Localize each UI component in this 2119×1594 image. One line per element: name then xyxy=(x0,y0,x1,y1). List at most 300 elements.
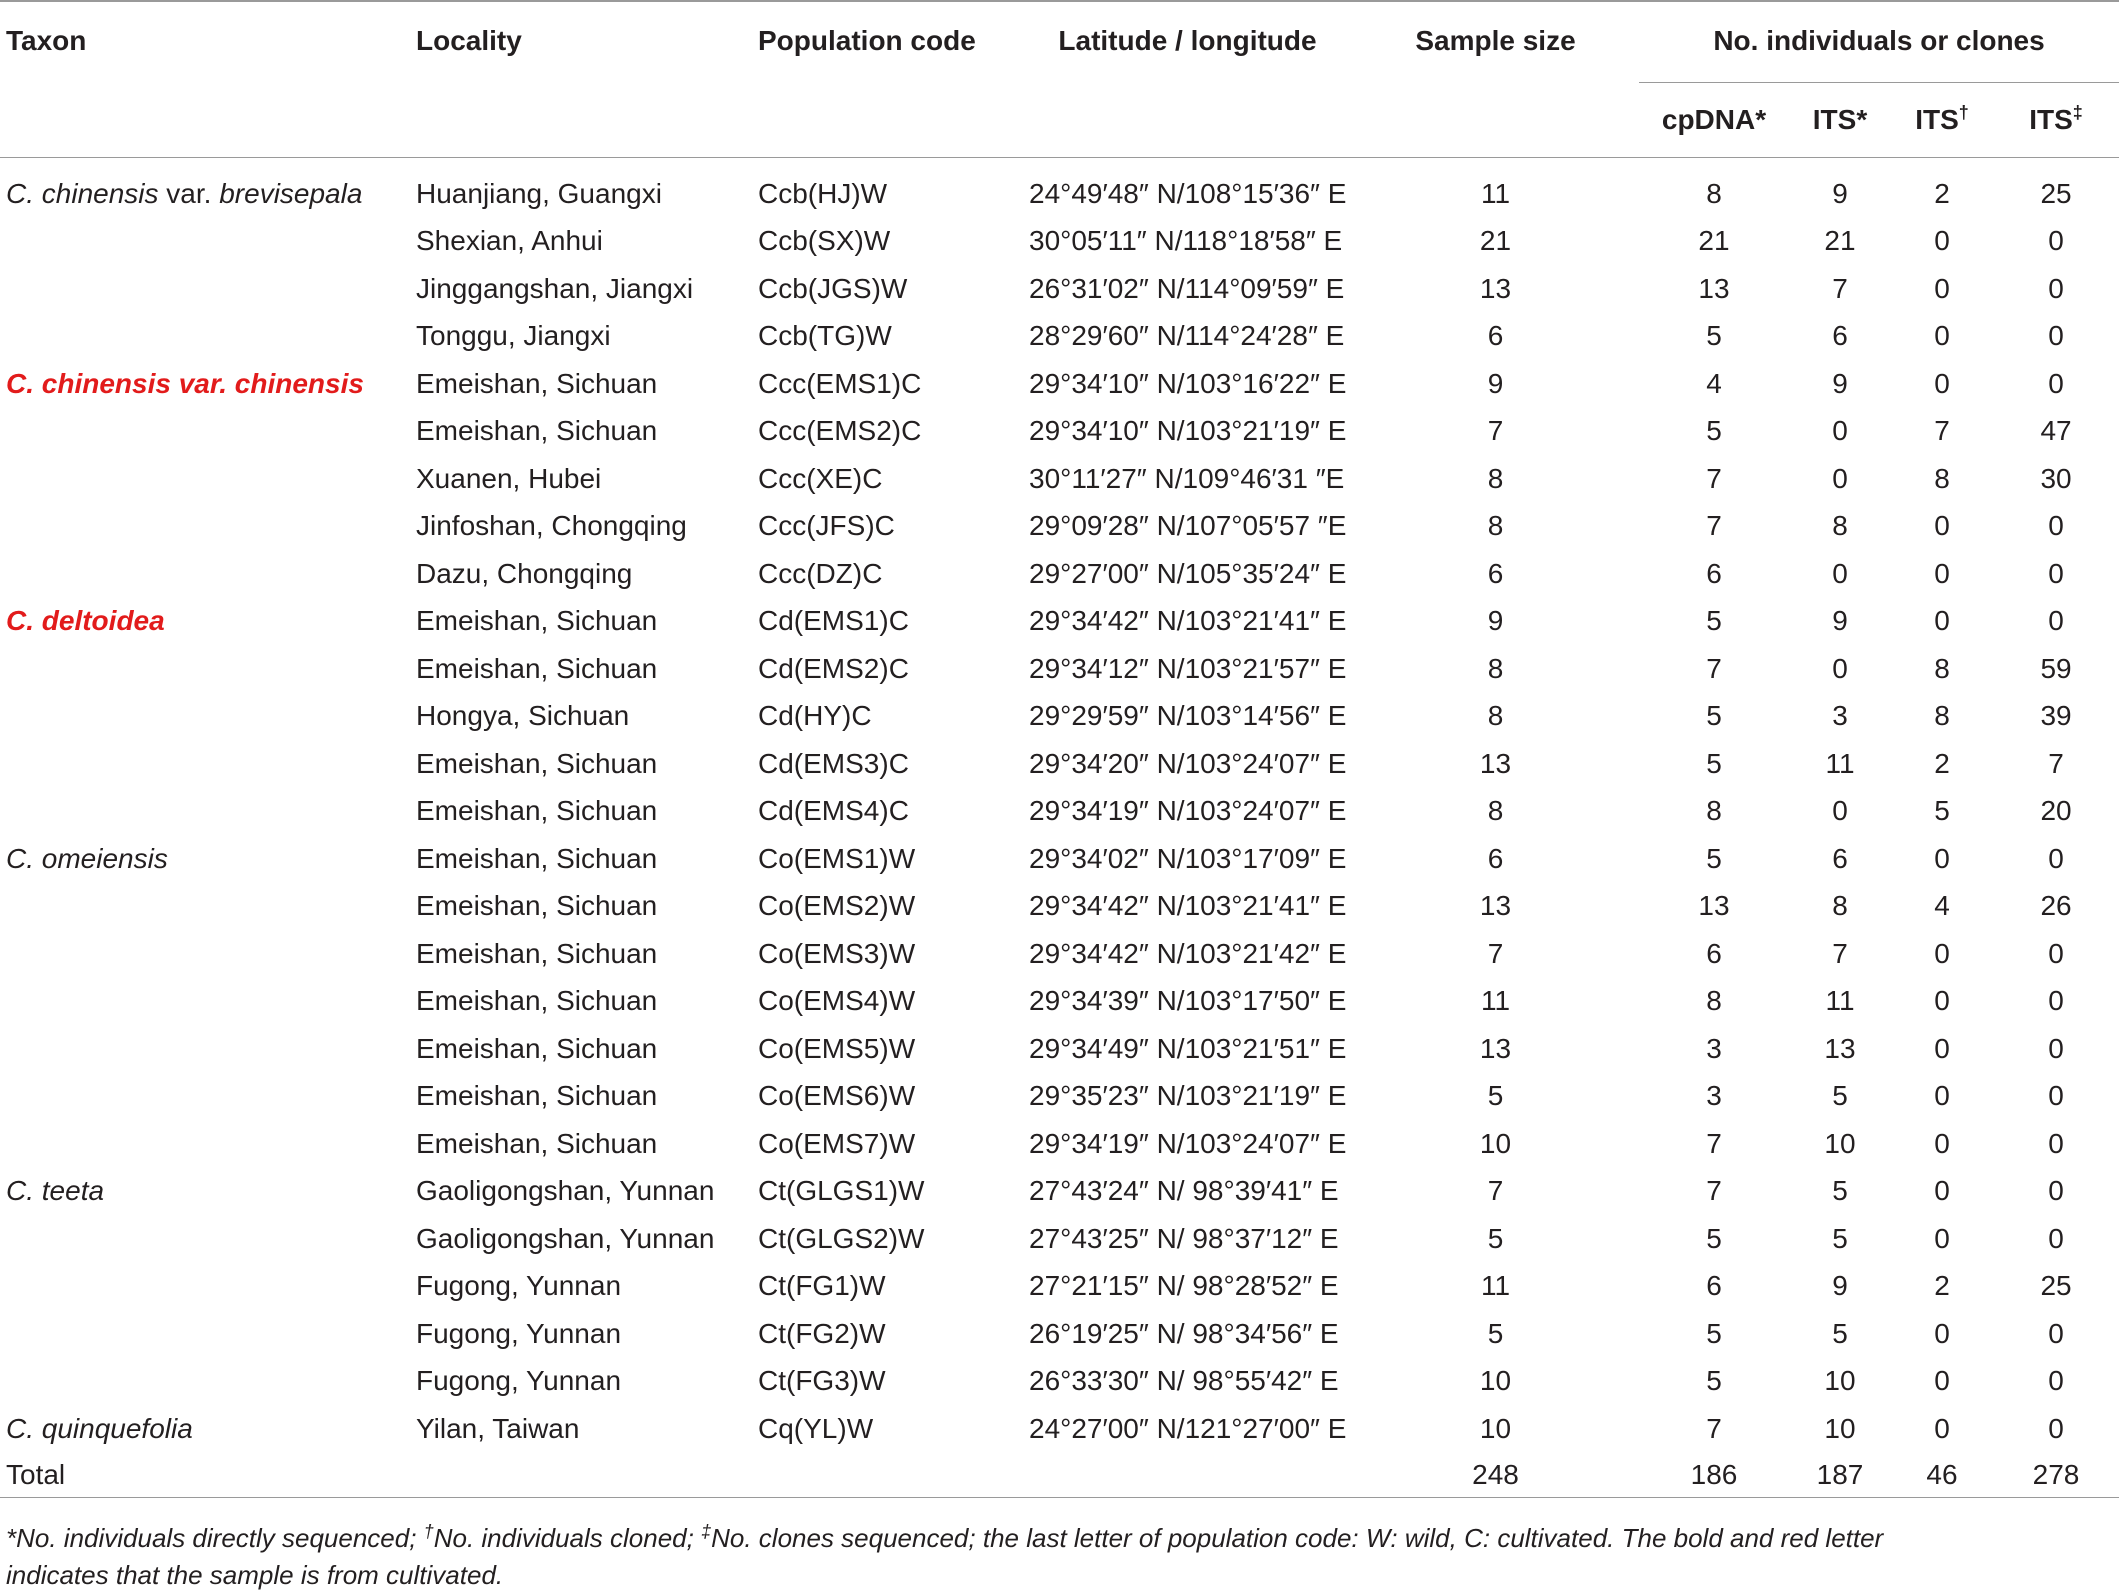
table-row xyxy=(0,360,2119,408)
cell-lat-long: 30°05′11″ N/118°18′58″ E xyxy=(1029,225,1343,257)
cell-locality: Gaoligongshan, Yunnan xyxy=(416,1222,715,1254)
cell-its-cloned: 0 xyxy=(1934,1412,1950,1444)
cell-population-code: Ccc(XE)C xyxy=(758,462,883,494)
cell-cpdna: 7 xyxy=(1706,1412,1722,1444)
header-cpdna-label: cpDNA xyxy=(1661,104,1756,135)
cell-its-clones: 0 xyxy=(2048,272,2064,304)
cell-sample-size: 7 xyxy=(1487,1175,1504,1207)
cell-sample-size: 8 xyxy=(1487,462,1504,494)
footnote xyxy=(6,1520,2106,1594)
table-body xyxy=(0,158,2119,1498)
cell-cpdna: 8 xyxy=(1706,177,1722,209)
header-locality: Locality xyxy=(416,25,522,57)
cell-cpdna: 5 xyxy=(1706,415,1722,447)
cell-taxon xyxy=(0,1073,408,1121)
table-row xyxy=(0,598,2119,646)
cell-its-clones: 0 xyxy=(2048,1365,2064,1397)
cell-taxon: C. chinensis var. chinensis xyxy=(6,367,364,399)
cell-lat-long: 27°21′15″ N/ 98°28′52″ E xyxy=(1029,1270,1339,1302)
table-row xyxy=(0,313,2119,361)
cell-lat-long: 29°34′42″ N/103°21′41″ E xyxy=(1029,890,1347,922)
cell-cpdna: 13 xyxy=(1698,890,1730,922)
cell-locality: Jinfoshan, Chongqing xyxy=(416,510,687,542)
cell-cpdna: 5 xyxy=(1706,1317,1722,1349)
table-row xyxy=(0,645,2119,693)
cell-lat-long: 28°29′60″ N/114°24′28″ E xyxy=(1029,320,1345,352)
cell-its-direct: 10 xyxy=(1824,1412,1856,1444)
table-row xyxy=(0,835,2119,883)
cell-locality: Fugong, Yunnan xyxy=(416,1270,622,1302)
cell-locality: Emeishan, Sichuan xyxy=(416,747,658,779)
cell-cpdna: 5 xyxy=(1706,842,1722,874)
cell-sample-size: 8 xyxy=(1487,700,1504,732)
cell-locality: Hongya, Sichuan xyxy=(416,700,630,732)
cell-its-clones: 0 xyxy=(2048,1032,2064,1064)
cell-lat-long: 29°34′12″ N/103°21′57″ E xyxy=(1029,652,1347,684)
cell-sample-size: 6 xyxy=(1487,320,1504,352)
cell-population-code: Co(EMS1)W xyxy=(758,842,916,874)
cell-its-cloned: 0 xyxy=(1934,985,1950,1017)
cell-its-clones: 0 xyxy=(2048,1080,2064,1112)
cell-sample-size: 8 xyxy=(1487,510,1504,542)
cell-cpdna: 5 xyxy=(1706,320,1722,352)
table-row xyxy=(0,218,2119,266)
cell-its-direct: 9 xyxy=(1832,177,1848,209)
taxon-rank: var. xyxy=(158,177,220,209)
table-row xyxy=(0,550,2119,598)
cell-cpdna: 5 xyxy=(1706,605,1722,637)
table-row xyxy=(0,930,2119,978)
cell-its-direct: 3 xyxy=(1832,700,1848,732)
cell-taxon xyxy=(0,1310,408,1358)
cell-lat-long: 29°34′39″ N/103°17′50″ E xyxy=(1029,985,1347,1017)
table-row xyxy=(0,408,2119,456)
cell-lat-long: 27°43′24″ N/ 98°39′41″ E xyxy=(1029,1175,1339,1207)
cell-taxon xyxy=(0,645,408,693)
cell-taxon xyxy=(0,503,408,551)
cell-its-clones: 0 xyxy=(2048,557,2064,589)
cell-its-clones: 0 xyxy=(2048,605,2064,637)
cell-cpdna: 3 xyxy=(1706,1080,1722,1112)
cell-locality: Gaoligongshan, Yunnan xyxy=(416,1175,715,1207)
cell-population-code: Ct(FG2)W xyxy=(758,1317,886,1349)
cell-locality: Emeishan, Sichuan xyxy=(416,367,658,399)
cell-its-direct: 6 xyxy=(1832,842,1848,874)
cell-its-cloned: 0 xyxy=(1934,1222,1950,1254)
cell-empty xyxy=(408,1453,750,1498)
header-sample-size: Sample size xyxy=(1415,25,1576,57)
cell-cpdna: 8 xyxy=(1706,985,1722,1017)
cell-its-direct: 7 xyxy=(1832,937,1848,969)
cell-locality: Emeishan, Sichuan xyxy=(416,985,658,1017)
cell-locality: Emeishan, Sichuan xyxy=(416,1127,658,1159)
cell-locality: Xuanen, Hubei xyxy=(416,462,602,494)
cell-its-direct: 5 xyxy=(1832,1080,1848,1112)
cell-cpdna: 7 xyxy=(1706,1175,1722,1207)
cell-cpdna: 5 xyxy=(1706,747,1722,779)
cell-taxon xyxy=(0,693,408,741)
cell-its-direct: 11 xyxy=(1825,747,1855,779)
cell-sample-size: 13 xyxy=(1479,747,1512,779)
cell-sample-size: 5 xyxy=(1487,1222,1504,1254)
cell-its-cloned: 0 xyxy=(1934,937,1950,969)
cell-locality: Emeishan, Sichuan xyxy=(416,890,658,922)
cell-cpdna: 4 xyxy=(1706,367,1722,399)
cell-its-direct: 0 xyxy=(1832,557,1848,589)
cell-its-direct: 5 xyxy=(1832,1317,1848,1349)
footnote-text-a: *No. individuals directly sequenced; xyxy=(6,1523,424,1553)
cell-locality: Fugong, Yunnan xyxy=(416,1365,622,1397)
cell-taxon xyxy=(0,788,408,836)
taxon-genus-species: C. chinensis xyxy=(6,177,159,209)
cell-its-cloned: 7 xyxy=(1934,415,1950,447)
table-row xyxy=(0,1310,2119,1358)
cell-taxon xyxy=(0,930,408,978)
cell-lat-long: 24°27′00″ N/121°27′00″ E xyxy=(1029,1412,1347,1444)
cell-taxon xyxy=(0,740,408,788)
cell-lat-long: 24°49′48″ N/108°15′36″ E xyxy=(1029,177,1347,209)
cell-lat-long: 29°34′10″ N/103°16′22″ E xyxy=(1029,367,1347,399)
cell-locality: Shexian, Anhui xyxy=(416,225,603,257)
cell-locality: Emeishan, Sichuan xyxy=(416,1080,658,1112)
cell-its-direct: 10 xyxy=(1824,1127,1856,1159)
cell-taxon xyxy=(0,455,408,503)
cell-its-clones: 7 xyxy=(2048,747,2064,779)
cell-its-cloned: 4 xyxy=(1934,890,1950,922)
cell-population-code: Cd(EMS4)C xyxy=(758,795,909,827)
cell-sample-size: 6 xyxy=(1487,557,1504,589)
cell-taxon: C. omeiensis xyxy=(6,842,168,874)
cell-taxon: C. teeta xyxy=(6,1175,105,1207)
cell-locality: Yilan, Taiwan xyxy=(416,1412,580,1444)
cell-population-code: Ccc(JFS)C xyxy=(758,510,895,542)
cell-lat-long: 29°34′42″ N/103°21′41″ E xyxy=(1029,605,1347,637)
cell-its-direct: 21 xyxy=(1824,225,1856,257)
cell-population-code: Ct(GLGS2)W xyxy=(758,1222,925,1254)
cell-its-direct: 9 xyxy=(1832,605,1848,637)
cell-taxon xyxy=(0,408,408,456)
cell-its-cloned: 8 xyxy=(1934,462,1950,494)
cell-locality: Emeishan, Sichuan xyxy=(416,652,658,684)
table-row xyxy=(0,1168,2119,1216)
cell-population-code: Cq(YL)W xyxy=(758,1412,874,1444)
cell-taxon xyxy=(0,1120,408,1168)
cell-population-code: Co(EMS3)W xyxy=(758,937,916,969)
table-row xyxy=(0,1405,2119,1453)
cell-sample-size: 13 xyxy=(1479,272,1512,304)
cell-taxon xyxy=(0,978,408,1026)
header-group: No. individuals or clones xyxy=(1639,0,2119,83)
cell-lat-long: 29°34′42″ N/103°21′42″ E xyxy=(1029,937,1347,969)
cell-lat-long: 29°09′28″ N/107°05′57 ″E xyxy=(1029,510,1347,542)
cell-cpdna: 13 xyxy=(1698,272,1730,304)
cell-its-cloned: 0 xyxy=(1934,1032,1950,1064)
cell-its-cloned: 0 xyxy=(1934,272,1950,304)
footnote-ddagger: ‡ xyxy=(701,1521,712,1542)
header-spacer xyxy=(0,83,408,158)
header-its-direct-label: ITS xyxy=(1812,104,1857,135)
cell-its-clones: 0 xyxy=(2048,1127,2064,1159)
header-taxon: Taxon xyxy=(6,25,87,57)
cell-population-code: Co(EMS5)W xyxy=(758,1032,916,1064)
cell-its-cloned: 5 xyxy=(1934,795,1950,827)
cell-taxon: C. quinquefolia xyxy=(6,1412,193,1444)
footnote-text-b: No. individuals cloned; xyxy=(433,1523,702,1553)
cell-its-clones: 25 xyxy=(2040,1270,2072,1302)
cell-sample-size: 11 xyxy=(1480,1270,1511,1302)
cell-sample-size: 21 xyxy=(1479,225,1512,257)
table-row xyxy=(0,1215,2119,1263)
cell-population-code: Cd(EMS3)C xyxy=(758,747,909,779)
header-spacer xyxy=(1352,83,1639,158)
cell-its-cloned: 0 xyxy=(1934,842,1950,874)
cell-locality: Tonggu, Jiangxi xyxy=(416,320,611,352)
header-cpdna xyxy=(1639,83,1789,158)
cell-its-cloned: 8 xyxy=(1934,700,1950,732)
cell-its-clones: 0 xyxy=(2048,510,2064,542)
cell-its-clones: 0 xyxy=(2048,1222,2064,1254)
cell-cpdna: 8 xyxy=(1706,795,1722,827)
cell-cpdna: 5 xyxy=(1706,1222,1722,1254)
cell-its-clones: 47 xyxy=(2040,415,2072,447)
cell-taxon xyxy=(0,550,408,598)
cell-its-direct: 5 xyxy=(1832,1222,1848,1254)
cell-locality: Jinggangshan, Jiangxi xyxy=(416,272,694,304)
cell-population-code: Co(EMS2)W xyxy=(758,890,916,922)
header-its-cloned-label: ITS xyxy=(1915,104,1959,135)
cell-lat-long: 29°34′02″ N/103°17′09″ E xyxy=(1029,842,1347,874)
cell-locality: Emeishan, Sichuan xyxy=(416,937,658,969)
cell-taxon xyxy=(0,218,408,266)
cell-its-clones: 0 xyxy=(2048,1412,2064,1444)
cell-total-its-cloned: 46 xyxy=(1891,1453,1993,1498)
table-row xyxy=(0,1073,2119,1121)
table-row xyxy=(0,693,2119,741)
cell-population-code: Cd(HY)C xyxy=(758,700,872,732)
cell-locality: Fugong, Yunnan xyxy=(416,1317,622,1349)
cell-taxon xyxy=(0,313,408,361)
cell-total-label: Total xyxy=(0,1453,408,1498)
cell-taxon xyxy=(0,158,408,218)
cell-population-code: Co(EMS7)W xyxy=(758,1127,916,1159)
cell-its-clones: 0 xyxy=(2048,937,2064,969)
cell-its-clones: 0 xyxy=(2048,1175,2064,1207)
cell-sample-size: 5 xyxy=(1487,1080,1504,1112)
footnote-dagger: † xyxy=(423,1521,434,1542)
cell-population-code: Ccc(DZ)C xyxy=(758,557,883,589)
cell-sample-size: 8 xyxy=(1487,652,1504,684)
cell-its-direct: 11 xyxy=(1825,985,1855,1017)
cell-lat-long: 30°11′27″ N/109°46′31 ″E xyxy=(1029,462,1345,494)
footnote-line-1 xyxy=(6,1520,2106,1557)
cell-lat-long: 29°27′00″ N/105°35′24″ E xyxy=(1029,557,1347,589)
cell-lat-long: 29°34′49″ N/103°21′51″ E xyxy=(1029,1032,1347,1064)
cell-its-cloned: 0 xyxy=(1934,320,1950,352)
header-its-direct xyxy=(1789,83,1891,158)
cell-lat-long: 29°29′59″ N/103°14′56″ E xyxy=(1029,700,1347,732)
table-row xyxy=(0,503,2119,551)
cell-population-code: Ccc(EMS1)C xyxy=(758,367,922,399)
cell-population-code: Ccb(JGS)W xyxy=(758,272,908,304)
cell-population-code: Ct(FG3)W xyxy=(758,1365,886,1397)
cell-its-direct: 5 xyxy=(1832,1175,1848,1207)
cell-its-direct: 9 xyxy=(1832,1270,1848,1302)
cell-locality: Emeishan, Sichuan xyxy=(416,795,658,827)
cell-sample-size: 10 xyxy=(1479,1365,1512,1397)
cell-empty xyxy=(750,1453,1023,1498)
cell-its-direct: 7 xyxy=(1832,272,1848,304)
cell-sample-size: 7 xyxy=(1487,937,1504,969)
cell-its-cloned: 0 xyxy=(1934,605,1950,637)
table-row xyxy=(0,788,2119,836)
cell-lat-long: 26°33′30″ N/ 98°55′42″ E xyxy=(1029,1365,1339,1397)
cell-lat-long: 26°19′25″ N/ 98°34′56″ E xyxy=(1029,1317,1339,1349)
cell-its-direct: 0 xyxy=(1832,795,1848,827)
cell-sample-size: 6 xyxy=(1487,842,1504,874)
header-its-clones-label: ITS xyxy=(2029,104,2073,135)
cell-its-direct: 8 xyxy=(1832,890,1848,922)
cell-lat-long: 29°34′10″ N/103°21′19″ E xyxy=(1029,415,1347,447)
cell-cpdna: 7 xyxy=(1706,510,1722,542)
header-spacer xyxy=(1023,83,1352,158)
cell-sample-size: 13 xyxy=(1479,1032,1512,1064)
cell-sample-size: 11 xyxy=(1480,177,1511,209)
footnote-text-c: No. clones sequenced; the last letter of population code: W: wild, C: cultivated. The bold and red letter xyxy=(711,1523,1884,1553)
header-its-cloned-mark: † xyxy=(1958,102,1969,123)
cell-sample-size: 10 xyxy=(1479,1412,1512,1444)
cell-its-clones: 0 xyxy=(2048,225,2064,257)
cell-taxon xyxy=(0,1358,408,1406)
total-row xyxy=(0,1453,2119,1498)
cell-total-sample-size: 248 xyxy=(1352,1453,1639,1498)
header-spacer xyxy=(750,83,1023,158)
cell-sample-size: 8 xyxy=(1487,795,1504,827)
cell-its-clones: 30 xyxy=(2040,462,2072,494)
cell-its-clones: 59 xyxy=(2040,652,2072,684)
cell-its-direct: 0 xyxy=(1832,652,1848,684)
cell-its-clones: 26 xyxy=(2040,890,2072,922)
header-population-code: Population code xyxy=(758,25,976,57)
cell-sample-size: 9 xyxy=(1487,367,1504,399)
cell-population-code: Ccb(TG)W xyxy=(758,320,892,352)
cell-its-cloned: 0 xyxy=(1934,225,1950,257)
cell-its-cloned: 2 xyxy=(1934,747,1950,779)
cell-its-direct: 6 xyxy=(1832,320,1848,352)
header-lat-long: Latitude / longitude xyxy=(1058,25,1317,57)
cell-sample-size: 11 xyxy=(1480,985,1511,1017)
cell-its-direct: 0 xyxy=(1832,462,1848,494)
cell-lat-long: 29°34′19″ N/103°24′07″ E xyxy=(1029,1127,1347,1159)
cell-sample-size: 13 xyxy=(1479,890,1512,922)
cell-locality: Dazu, Chongqing xyxy=(416,557,633,589)
cell-sample-size: 7 xyxy=(1487,415,1504,447)
cell-cpdna: 7 xyxy=(1706,652,1722,684)
cell-its-clones: 0 xyxy=(2048,985,2064,1017)
cell-sample-size: 5 xyxy=(1487,1317,1504,1349)
cell-empty xyxy=(1023,1453,1352,1498)
table-row xyxy=(0,883,2119,931)
cell-population-code: Ccb(HJ)W xyxy=(758,177,888,209)
table-row xyxy=(0,265,2119,313)
cell-its-direct: 9 xyxy=(1832,367,1848,399)
cell-its-clones: 0 xyxy=(2048,367,2064,399)
cell-taxon xyxy=(0,265,408,313)
cell-lat-long: 26°31′02″ N/114°09′59″ E xyxy=(1029,272,1345,304)
cell-its-cloned: 0 xyxy=(1934,557,1950,589)
cell-population-code: Cd(EMS1)C xyxy=(758,605,909,637)
cell-locality: Emeishan, Sichuan xyxy=(416,415,658,447)
cell-total-its-direct: 187 xyxy=(1789,1453,1891,1498)
table-row xyxy=(0,740,2119,788)
cell-population-code: Co(EMS4)W xyxy=(758,985,916,1017)
table-row xyxy=(0,158,2119,218)
cell-its-cloned: 0 xyxy=(1934,1127,1950,1159)
header-its-clones xyxy=(1993,83,2119,158)
cell-its-clones: 39 xyxy=(2040,700,2072,732)
cell-lat-long: 29°34′19″ N/103°24′07″ E xyxy=(1029,795,1347,827)
cell-lat-long: 27°43′25″ N/ 98°37′12″ E xyxy=(1029,1222,1339,1254)
cell-cpdna: 6 xyxy=(1706,1270,1722,1302)
cell-its-cloned: 8 xyxy=(1934,652,1950,684)
cell-cpdna: 7 xyxy=(1706,462,1722,494)
table-row xyxy=(0,1025,2119,1073)
cell-cpdna: 7 xyxy=(1706,1127,1722,1159)
cell-cpdna: 5 xyxy=(1706,700,1722,732)
cell-locality: Emeishan, Sichuan xyxy=(416,605,658,637)
cell-cpdna: 6 xyxy=(1706,937,1722,969)
cell-taxon xyxy=(0,1025,408,1073)
cell-locality: Emeishan, Sichuan xyxy=(416,842,658,874)
cell-locality: Emeishan, Sichuan xyxy=(416,1032,658,1064)
cell-its-cloned: 0 xyxy=(1934,1317,1950,1349)
header-its-clones-mark: ‡ xyxy=(2072,102,2083,123)
cell-lat-long: 29°34′20″ N/103°24′07″ E xyxy=(1029,747,1347,779)
cell-total-its-clones: 278 xyxy=(1993,1453,2119,1498)
cell-its-cloned: 2 xyxy=(1934,177,1950,209)
cell-its-clones: 20 xyxy=(2040,795,2072,827)
cell-its-clones: 0 xyxy=(2048,320,2064,352)
cell-locality: Huanjiang, Guangxi xyxy=(416,177,662,209)
table-row xyxy=(0,978,2119,1026)
cell-its-clones: 0 xyxy=(2048,842,2064,874)
taxon-variety: brevisepala xyxy=(219,177,363,209)
cell-lat-long: 29°35′23″ N/103°21′19″ E xyxy=(1029,1080,1347,1112)
cell-taxon: C. deltoidea xyxy=(6,605,165,637)
table-row xyxy=(0,1120,2119,1168)
cell-population-code: Ccb(SX)W xyxy=(758,225,891,257)
cell-cpdna: 6 xyxy=(1706,557,1722,589)
cell-its-cloned: 0 xyxy=(1934,510,1950,542)
cell-population-code: Ct(GLGS1)W xyxy=(758,1175,925,1207)
header-spacer xyxy=(408,83,750,158)
cell-cpdna: 21 xyxy=(1698,225,1730,257)
cell-population-code: Ccc(EMS2)C xyxy=(758,415,922,447)
cell-its-direct: 13 xyxy=(1824,1032,1856,1064)
cell-its-cloned: 0 xyxy=(1934,1365,1950,1397)
cell-its-direct: 0 xyxy=(1832,415,1848,447)
cell-taxon xyxy=(0,883,408,931)
cell-sample-size: 9 xyxy=(1487,605,1504,637)
cell-population-code: Ct(FG1)W xyxy=(758,1270,886,1302)
cell-cpdna: 5 xyxy=(1706,1365,1722,1397)
cell-taxon xyxy=(0,1215,408,1263)
cell-its-cloned: 0 xyxy=(1934,367,1950,399)
header-its-direct-mark: * xyxy=(1856,104,1868,135)
header-its-cloned xyxy=(1891,83,1993,158)
footnote-line-2: indicates that the sample is from cultivated. xyxy=(6,1560,504,1590)
cell-total-cpdna: 186 xyxy=(1639,1453,1789,1498)
cell-its-clones: 0 xyxy=(2048,1317,2064,1349)
